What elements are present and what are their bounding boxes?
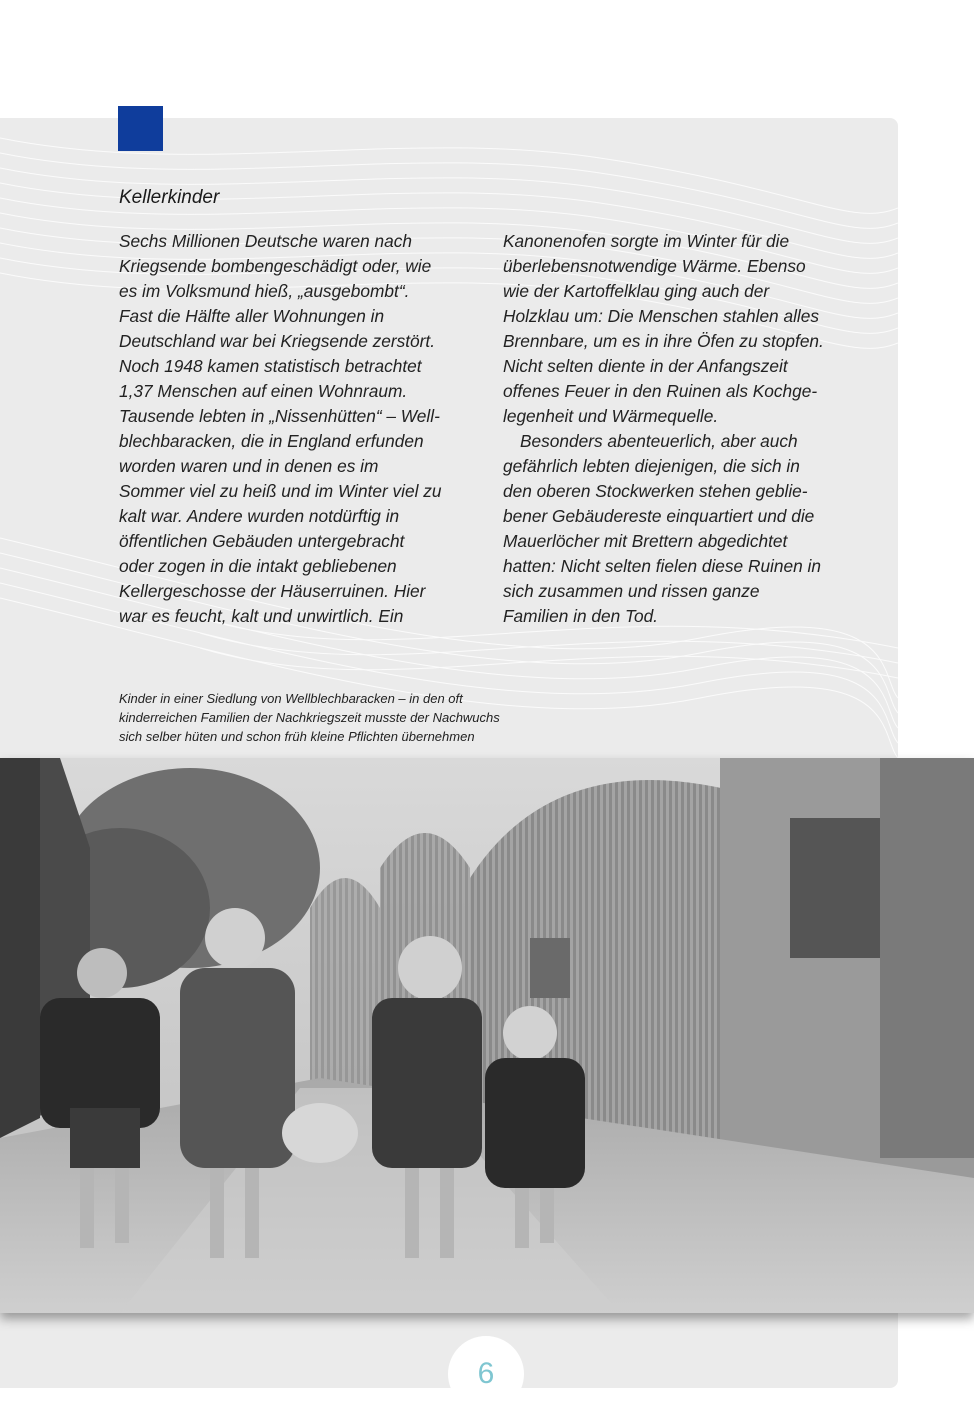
text-line: legenheit und Wärmequelle. [503,406,719,426]
text-line: den oberen Stockwerken stehen geblie- [503,481,808,501]
text-line: Kriegsende bombengeschädigt oder, wie [119,256,432,276]
text-line: gefährlich lebten diejenigen, die sich in [503,456,800,476]
text-line: Fast die Hälfte aller Wohnungen in [119,306,385,326]
text-line: worden waren und in denen es im [119,456,379,476]
text-line: 1,37 Menschen auf einen Wohnraum. [119,381,408,401]
text-line: Kanonenofen sorgte im Winter für die [503,231,790,251]
article-column-left [119,229,481,629]
text-line: es im Volksmund hieß, „ausgebombt“. [119,281,410,301]
text-line: Noch 1948 kamen statistisch betrachtet [119,356,422,376]
text-line: öffentlichen Gebäuden untergebracht [119,531,405,551]
text-line: Mauerlöcher mit Brettern abgedichtet [503,531,788,551]
text-line: Sechs Millionen Deutsche waren nach [119,231,412,251]
page-number: 6 [477,1357,495,1390]
accent-square [118,106,163,151]
text-line: wie der Kartoffelklau ging auch der [503,281,770,301]
text-line: Besonders abenteuerlich, aber auch [520,431,798,451]
text-line: Familien in den Tod. [503,606,658,626]
caption-line: Kinder in einer Siedlung von Wellblechbaracken – in den oft [119,691,463,706]
text-line: überlebensnotwendige Wärme. Ebenso [503,256,806,276]
text-line: Holzklau um: Die Menschen stahlen alles [503,306,820,326]
historical-photo [0,758,974,1313]
text-line: blechbaracken, die in England erfunden [119,431,424,451]
text-line: Deutschland war bei Kriegsende zerstört. [119,331,436,351]
caption-line: kinderreichen Familien der Nachkriegszeit musste der Nachwuchs [119,710,500,725]
photo-caption [119,689,589,746]
text-line: sich zusammen und rissen ganze [503,581,760,601]
text-line: oder zogen in die intakt gebliebenen [119,556,397,576]
text-line: Tausende lebten in „Nissenhütten“ – Well- [119,406,440,426]
photo-illustration [0,758,974,1313]
text-line: bener Gebäudereste einquartiert und die [503,506,815,526]
caption-line: sich selber hüten und schon früh kleine Pflichten übernehmen [119,729,475,744]
text-line: Nicht selten diente in der Anfangszeit [503,356,788,376]
page-number-badge [448,1336,524,1412]
article-heading: Kellerkinder [119,187,220,208]
text-line: hatten: Nicht selten fielen diese Ruinen in [503,556,821,576]
text-line: Sommer viel zu heiß und im Winter viel zu [119,481,442,501]
text-line: Kellergeschosse der Häuserruinen. Hier [119,581,426,601]
text-line: kalt war. Andere wurden notdürftig in [119,506,400,526]
text-line: Brennbare, um es in ihre Öfen zu stopfen. [503,331,824,351]
text-line: war es feucht, kalt und unwirtlich. Ein [119,606,404,626]
article-column-right [503,229,865,629]
text-line: offenes Feuer in den Ruinen als Kochge- [503,381,818,401]
